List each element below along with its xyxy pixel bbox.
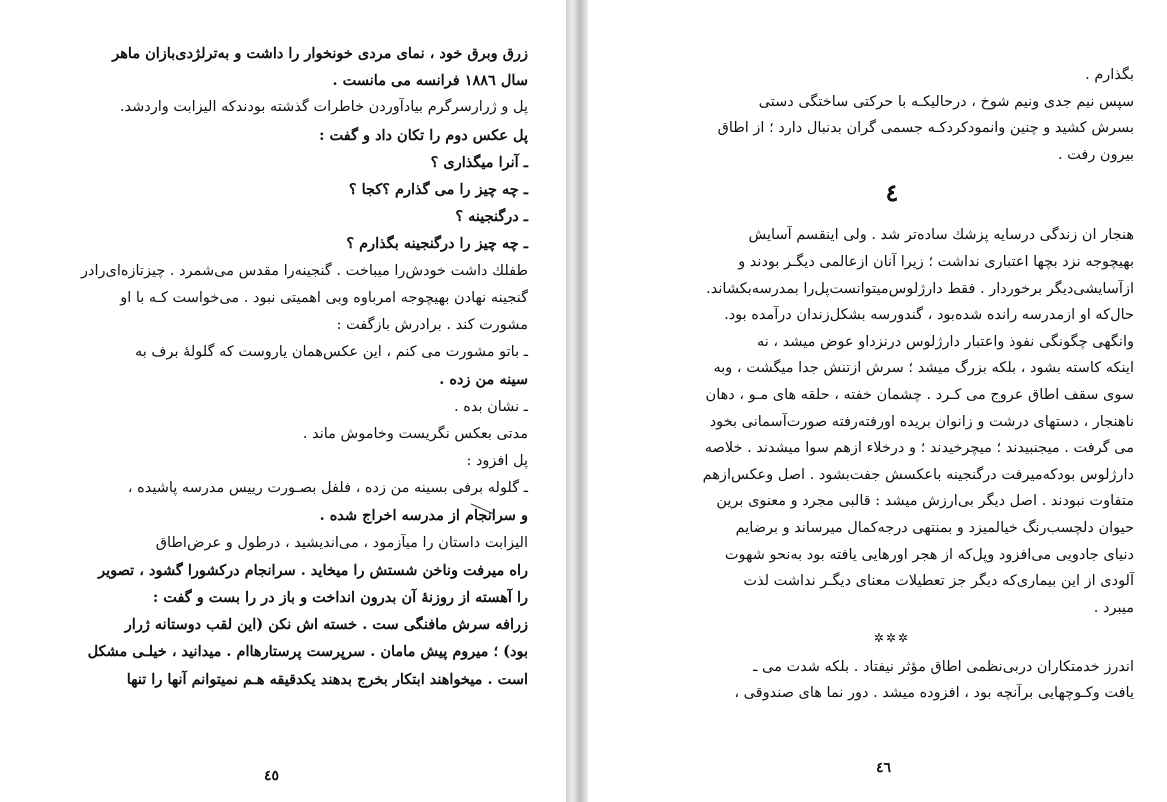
left-page — [0, 0, 566, 802]
text-line: ـ آنرا میگذاری ؟ — [430, 153, 528, 171]
left-page-text — [28, 40, 528, 693]
text-line: مشورت کند . برادرش بازگفت : — [336, 317, 528, 334]
text-line: اندرز خدمتکاران دربی‌نظمی اطاق مؤثر نیفتاد . بلکه شدت می ـ — [753, 658, 1134, 675]
text-line: سال ۱۸۸٦ فرانسه می مانست . — [332, 72, 528, 90]
pen-mark-icon — [470, 500, 496, 516]
text-line: بهیچوجه نزد بچها اعتباری نداشت ؛ زیرا آنان ازعالمی دیگـر بودند و — [738, 253, 1134, 270]
text-line: متفاوت نبودند . اصل دیگر بی‌ارزش میشد : قالبی مجرد و معنوی برین — [716, 493, 1134, 510]
text-line: دارژلوس بودکه‌میرفت درگنجینه باعکسش جفت‌بشود . اصل وعکس‌ازهم — [702, 466, 1134, 483]
text-line: زرافه سرش مافنگی ست . خسته اش نکن (این لقب دوستانه ژرار — [124, 616, 528, 634]
text-line: آلودی از این بیماری‌که دیگر جز تعطیلات معنای دیگـر نداشت لذت — [743, 573, 1134, 590]
text-line: هنجار ان زندگی درسایه پزشك ساده‌تر شد . ولی اینقسم آسایش — [748, 227, 1134, 244]
text-line: دنیای جادویی می‌افزود وپل‌که از هجر اورهایی یافته بود به‌نحو شهوت — [724, 546, 1134, 563]
text-line: حال‌که او ازمدرسه رانده شده‌بود ، گندورسه بشکل‌زندان درآمده بود. — [724, 307, 1134, 324]
right-page-top-block — [650, 62, 1134, 168]
text-line: ـ گلوله برفی بسینه من زده ، فلفل بصـورت رییس مدرسه پاشیده ، — [127, 480, 528, 497]
text-line: سینه من زده . — [439, 371, 528, 389]
book-gutter — [566, 0, 588, 802]
text-line: سوی سقف اطاق عروج می کـرد . چشمان خفته ، حلقه های مـو ، دهان — [705, 386, 1134, 403]
text-line: است . میخواهند ابتکار بخرج بدهند یکدقیقه هـم نمیتوانم آنها را تنها — [126, 670, 528, 688]
text-line: ـ چه چیز را درگنجینه بگذارم ؟ — [346, 235, 528, 253]
text-line: یافت وکـوچهایی برآنچه بود ، افزوده میشد . دور نما های صندوقی ، — [734, 685, 1134, 702]
text-line: الیزابت داستان را میآزمود ، می‌اندیشید ، درطول و عرض‌اطاق — [155, 534, 528, 551]
text-line: ـ باتو مشورت می کنم ، این عکس‌همان یاروست که گلولهٔ برف به — [135, 344, 528, 361]
right-page-text — [650, 62, 1134, 707]
right-page-after-ornament-block — [650, 654, 1134, 707]
text-line: اینکه کاسته بشود ، بلکه بزرگ میشد ؛ سرش ازتنش جدا میگشت ، وبه — [713, 360, 1134, 377]
right-page-number: ٤٦ — [876, 760, 892, 776]
text-line: زرق وبرق خود ، نمای مردی خونخوار را داشت و به‌ترلژدی‌بازان ماهر — [112, 45, 528, 62]
text-line: ازآسایشی‌دیگر برخوردار . فقط دارژلوس‌میتوانست‌پل‌را بمدرسه‌بکشاند. — [706, 280, 1134, 297]
right-page-body-block — [650, 222, 1134, 621]
text-line: را آهسته از روزنهٔ آن بدرون انداخت و باز در را بست و گفت : — [152, 589, 528, 607]
text-line: و سرانجام از مدرسه اخراج شده . — [319, 507, 528, 525]
text-line: مدتی بعکس نگریست وخاموش ماند . — [302, 425, 528, 442]
text-line: راه میرفت وناخن شستش را میخاید . سرانجام درکشورا گشود ، تصویر — [98, 561, 528, 579]
text-line: ـ چه چیز را می گذارم ؟کجا ؟ — [348, 181, 528, 199]
text-line: ناهنجار ، دستهای درشت و زانوان بریده اورفته‌رفته صورت‌آسمانی بخود — [709, 413, 1134, 430]
text-line: گنجینه نهادن بهیچوجه امرباوه وبی اهمیتی نبود . می‌خواست کـه با او — [120, 289, 528, 306]
text-line: ـ نشان بده . — [454, 398, 528, 415]
text-line: سپس نیم جدی ونیم شوخ ، درحالیکـه با حرکتی ساختگی دستی — [758, 93, 1134, 110]
text-line: میبرد . — [1093, 599, 1134, 616]
left-page-number: ٤٥ — [264, 768, 280, 784]
text-line: حیوان دلچسب‌رنگ خیالمیزد و بمنتهی درجه‌کمال میرساند و برضایم — [735, 519, 1134, 536]
section-ornament: ✲✲✲ — [873, 631, 911, 646]
text-line: وانگهی چگونگی نفوذ واعتبار دارژلوس درنزداو عوض میشد ، نه — [756, 333, 1134, 350]
text-line: بیرون رفت . — [1057, 146, 1134, 163]
text-line: می گرفت . میجنبیدند ؛ میچرخیدند ؛ و درخلاء ازهم سوا میشدند . خلاصه — [704, 440, 1134, 457]
text-line: پل و ژرارسرگرم بیادآوردن خاطرات گذشته بودندکه الیزابت واردشد. — [119, 99, 528, 116]
chapter-number: ٤ — [885, 178, 899, 208]
text-line: بسرش کشید و چنین وانمودکردکـه جسمی گران بدنبال دارد ؛ از اطاق — [717, 120, 1134, 137]
right-page — [588, 0, 1167, 802]
text-line: طفلك داشت خودش‌را میباخت . گنجینه‌را مقدس می‌شمرد . چیزتازه‌ای‌رادر — [81, 262, 528, 279]
text-line: پل افزود : — [466, 453, 528, 470]
text-line: پل عکس دوم را تکان داد و گفت : — [319, 126, 528, 144]
text-line: بگذارم . — [1085, 67, 1134, 83]
text-line: بود) ؛ میروم پیش مامان . سرپرست پرستارهاام . میدانید ، خیلـی مشکل — [87, 643, 528, 661]
text-line: ـ درگنجینه ؟ — [455, 208, 528, 226]
